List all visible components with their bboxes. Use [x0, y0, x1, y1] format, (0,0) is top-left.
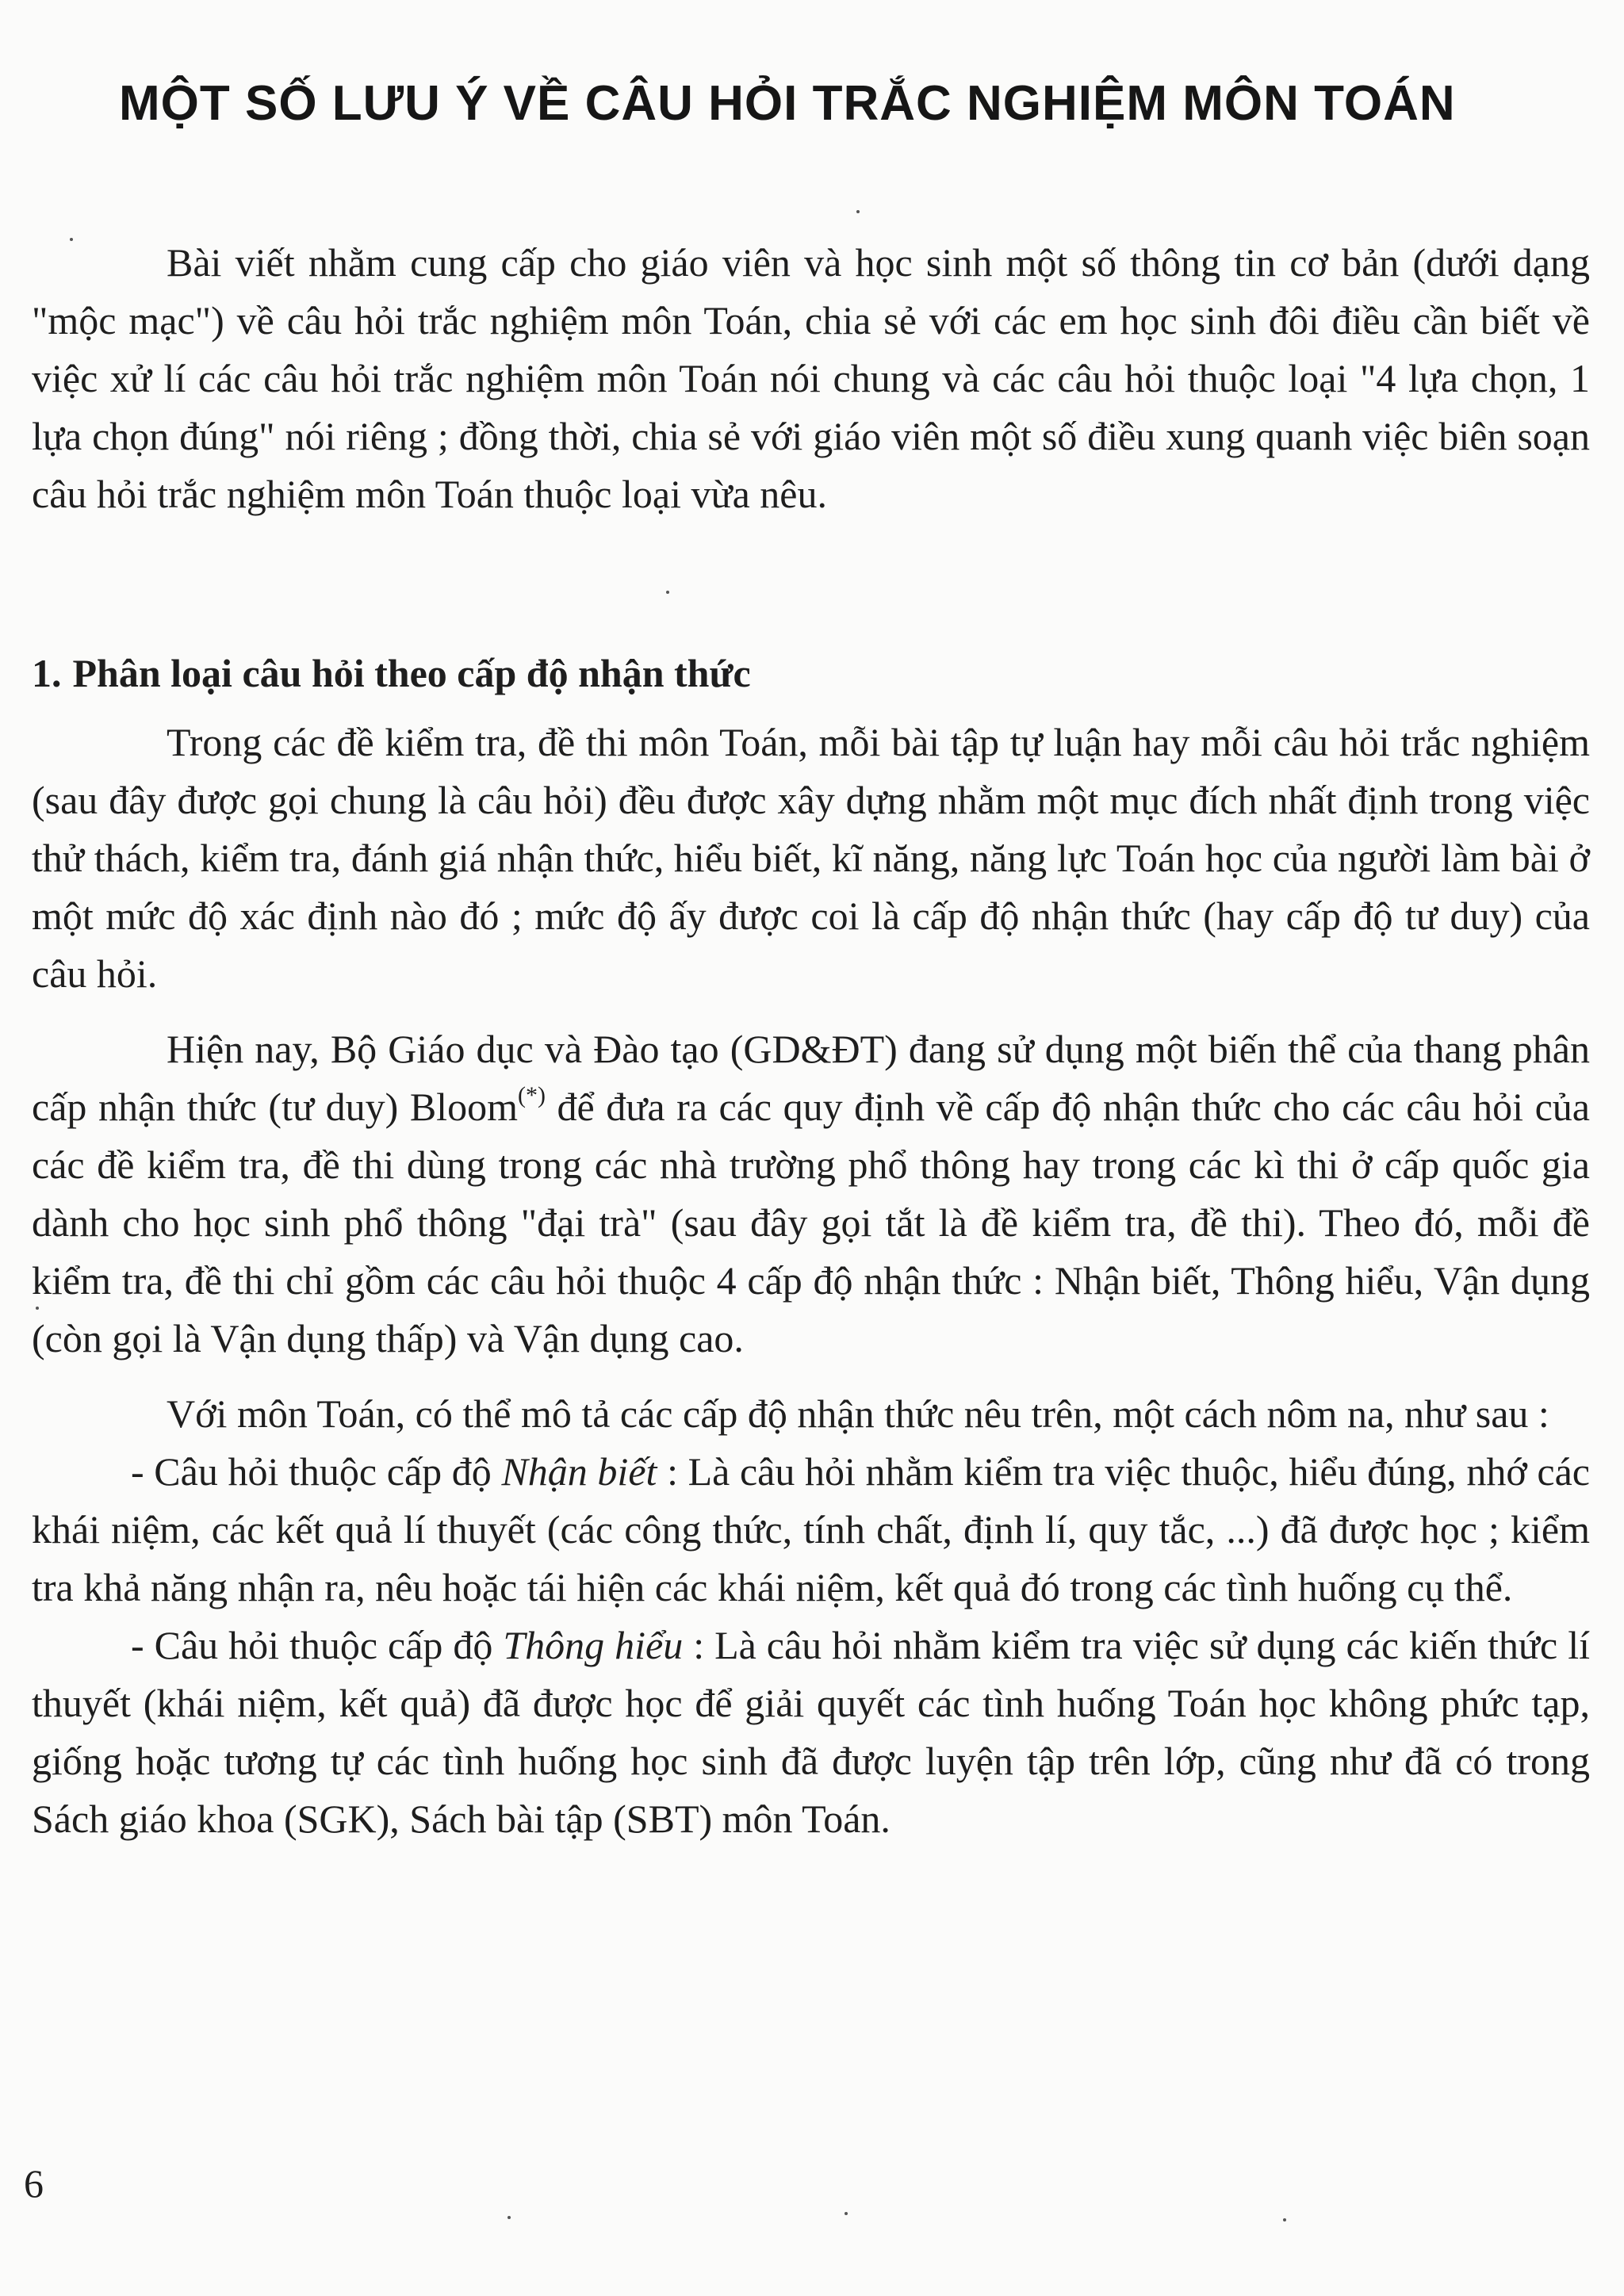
scan-speck	[666, 591, 669, 594]
paragraph-1: Trong các đề kiểm tra, đề thi môn Toán, mỗi bài tập tự luận hay mỗi câu hỏi trắc nghiệm (sau đây được gọi chung là câu hỏi) đều được xây dựng nhằm một mục đích nhất định trong việc thử thách, kiểm tra, đánh giá nhận thức, hiểu biết, kĩ năng, năng lực Toán học của người làm bài ở một mức độ xác định nào đó ; mức độ ấy được coi là cấp độ nhận thức (hay cấp độ tư duy) của câu hỏi.	[32, 720, 1590, 996]
list-item-nhan-biet	[32, 1443, 1590, 1617]
section-body	[32, 714, 1590, 1848]
section-heading	[32, 650, 751, 696]
scan-speck	[70, 238, 73, 241]
footnote-marker: (*)	[517, 1082, 546, 1108]
paragraph-2-text-b: để đưa ra các quy định về cấp độ nhận thức cho các câu hỏi của các đề kiểm tra, đề thi dùng trong các nhà trường phổ thông hay trong các kì thi ở cấp quốc gia dành cho học sinh phổ thông "đại trà" (sau đây gọi tắt là đề kiểm tra, đề thi). Theo đó, mỗi đề kiểm tra, đề thi chỉ gồm các câu hỏi thuộc 4 cấp độ nhận thức : Nhận biết, Thông hiểu, Vận dụng (còn gọi là Vận dụng thấp) và Vận dụng cao.	[32, 1085, 1591, 1360]
list-item-term: Thông hiểu	[503, 1623, 684, 1667]
list-item-lead: - Câu hỏi thuộc cấp độ	[131, 1449, 502, 1494]
scan-speck	[1283, 2218, 1286, 2221]
section-number: 1.	[32, 651, 62, 695]
paragraph-2-text-a: Hiện nay, Bộ Giáo dục và Đào tạo (GD&ĐT) đang sử dụng một biến thể của thang phân cấp nhận thức (tư duy) Bloom	[32, 1027, 1590, 1129]
list-item-text: : Là câu hỏi nhằm kiểm tra việc thuộc, hiểu đúng, nhớ các khái niệm, các kết quả lí thuyết (các công thức, tính chất, định lí, quy tắc, ...) đã được học ; kiểm tra khả năng nhận ra, nêu hoặc tái hiện các khái niệm, kết quả đó trong các tình huống cụ thể.	[32, 1449, 1590, 1609]
section-heading-text: Phân loại câu hỏi theo cấp độ nhận thức	[72, 651, 751, 695]
list-item-lead: - Câu hỏi thuộc cấp độ	[131, 1623, 504, 1667]
list-item-thong-hieu	[32, 1617, 1590, 1848]
scan-speck	[856, 210, 860, 213]
scan-speck	[508, 2216, 511, 2219]
page-title: MỘT SỐ LƯU Ý VỀ CÂU HỎI TRẮC NGHIỆM MÔN TOÁN	[119, 76, 1456, 131]
scan-speck	[845, 2212, 848, 2215]
list-item-text: : Là câu hỏi nhằm kiểm tra việc sử dụng các kiến thức lí thuyết (khái niệm, kết quả) đã được học để giải quyết các tình huống Toán học không phức tạp, giống hoặc tương tự các tình huống học sinh đã được luyện tập trên lớp, cũng như đã có trong Sách giáo khoa (SGK), Sách bài tập (SBT) môn Toán.	[32, 1623, 1590, 1841]
intro-paragraph: Bài viết nhằm cung cấp cho giáo viên và học sinh một số thông tin cơ bản (dưới dạng "mộc mạc") về câu hỏi trắc nghiệm môn Toán, chia sẻ với các em học sinh đôi điều cần biết về việc xử lí các câu hỏi trắc nghiệm môn Toán nói chung và các câu hỏi thuộc loại "4 lựa chọn, 1 lựa chọn đúng" nói riêng ; đồng thời, chia sẻ với giáo viên một số điều xung quanh việc biên soạn câu hỏi trắc nghiệm môn Toán thuộc loại vừa nêu.	[32, 240, 1590, 516]
page-number: 6	[24, 2161, 44, 2206]
scan-speck	[36, 1307, 39, 1310]
list-item-term: Nhận biết	[501, 1449, 657, 1494]
paragraph-3: Với môn Toán, có thể mô tả các cấp độ nhận thức nêu trên, một cách nôm na, như sau :	[167, 1391, 1549, 1436]
paragraph-2	[32, 1020, 1590, 1368]
intro-section	[32, 234, 1590, 523]
